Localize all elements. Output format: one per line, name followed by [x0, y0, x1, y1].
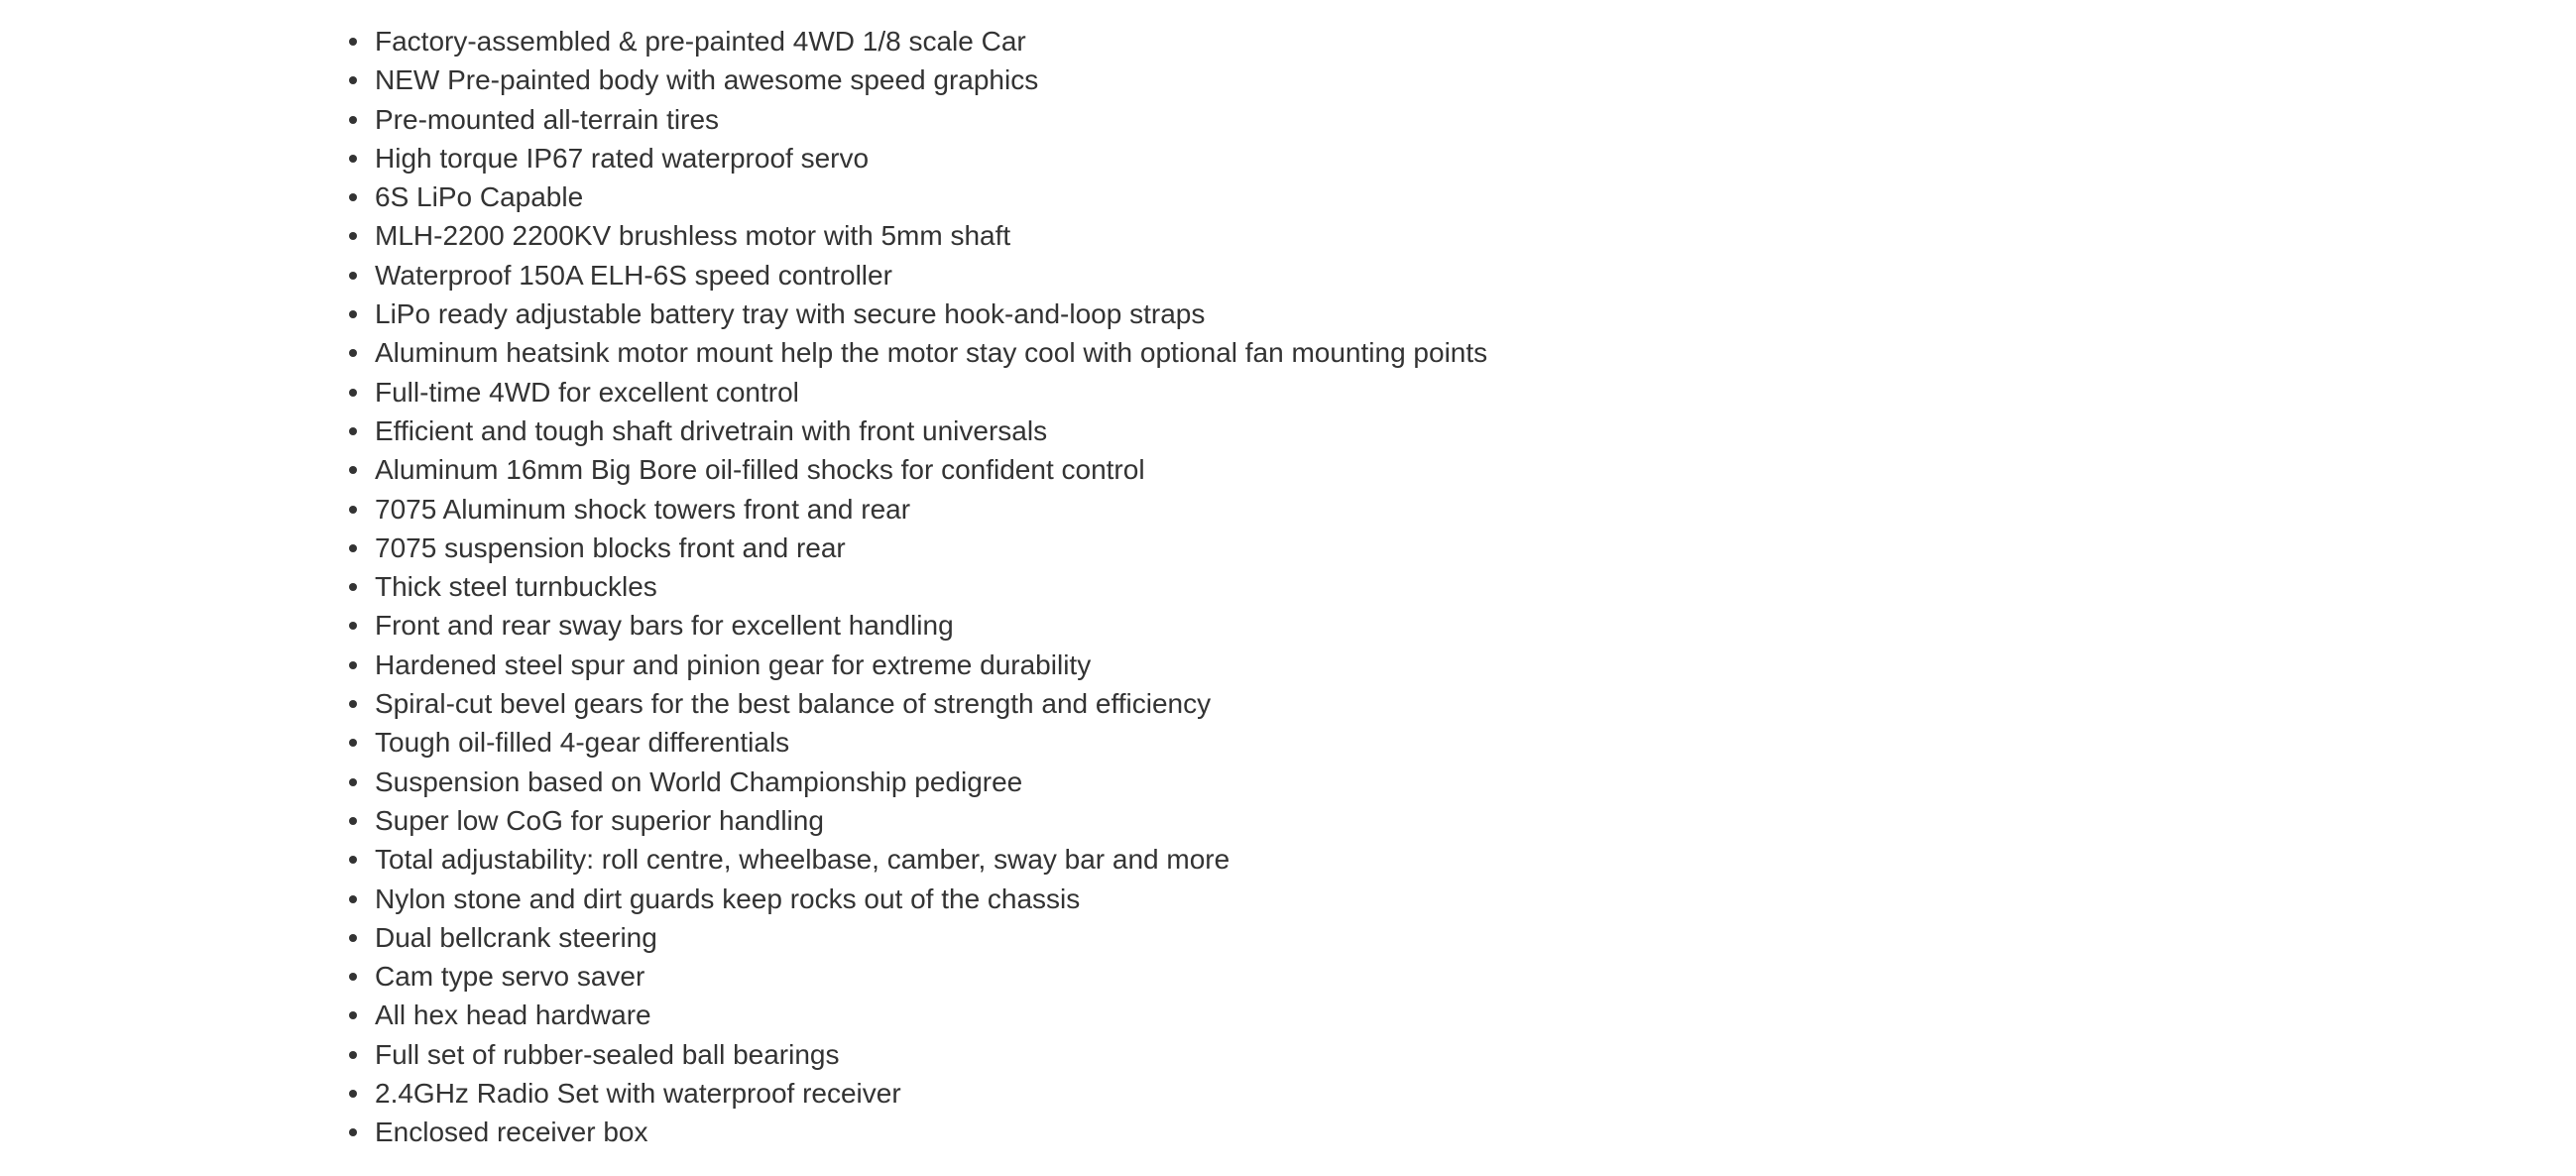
feature-list-item: Waterproof 150A ELH-6S speed controller [375, 256, 1487, 294]
feature-list [375, 22, 1487, 1152]
feature-list-item: Hardened steel spur and pinion gear for extreme durability [375, 646, 1487, 684]
feature-list-item: Front and rear sway bars for excellent handling [375, 606, 1487, 645]
feature-list-item: Full set of rubber-sealed ball bearings [375, 1035, 1487, 1074]
feature-list-item: Total adjustability: roll centre, wheelbase, camber, sway bar and more [375, 840, 1487, 879]
feature-list-item: 7075 suspension blocks front and rear [375, 529, 1487, 567]
feature-list-item: Suspension based on World Championship pedigree [375, 763, 1487, 801]
feature-list-item: Aluminum heatsink motor mount help the motor stay cool with optional fan mounting points [375, 333, 1487, 372]
feature-list-item: Thick steel turnbuckles [375, 567, 1487, 606]
feature-list-item: Efficient and tough shaft drivetrain with front universals [375, 412, 1487, 450]
feature-list-item: MLH-2200 2200KV brushless motor with 5mm shaft [375, 216, 1487, 255]
feature-list-item: Pre-mounted all-terrain tires [375, 100, 1487, 139]
feature-list-item: Nylon stone and dirt guards keep rocks out of the chassis [375, 880, 1487, 918]
feature-list-item: Dual bellcrank steering [375, 918, 1487, 957]
feature-list-item: Aluminum 16mm Big Bore oil-filled shocks for confident control [375, 450, 1487, 489]
feature-list-item: Full-time 4WD for excellent control [375, 373, 1487, 412]
feature-list-item: Enclosed receiver box [375, 1113, 1487, 1151]
feature-list-item: Spiral-cut bevel gears for the best balance of strength and efficiency [375, 684, 1487, 723]
feature-list-item: LiPo ready adjustable battery tray with secure hook-and-loop straps [375, 294, 1487, 333]
feature-list-item: 2.4GHz Radio Set with waterproof receiver [375, 1074, 1487, 1113]
feature-list-item: Super low CoG for superior handling [375, 801, 1487, 840]
feature-list-item: Factory-assembled & pre-painted 4WD 1/8 scale Car [375, 22, 1487, 60]
feature-list-item: All hex head hardware [375, 996, 1487, 1034]
feature-list-item: NEW Pre-painted body with awesome speed graphics [375, 60, 1487, 99]
feature-list-item: Cam type servo saver [375, 957, 1487, 996]
feature-list-item: 6S LiPo Capable [375, 177, 1487, 216]
feature-list-item: 7075 Aluminum shock towers front and rear [375, 490, 1487, 529]
feature-list-item: Tough oil-filled 4-gear differentials [375, 723, 1487, 762]
feature-list-item: High torque IP67 rated waterproof servo [375, 139, 1487, 177]
